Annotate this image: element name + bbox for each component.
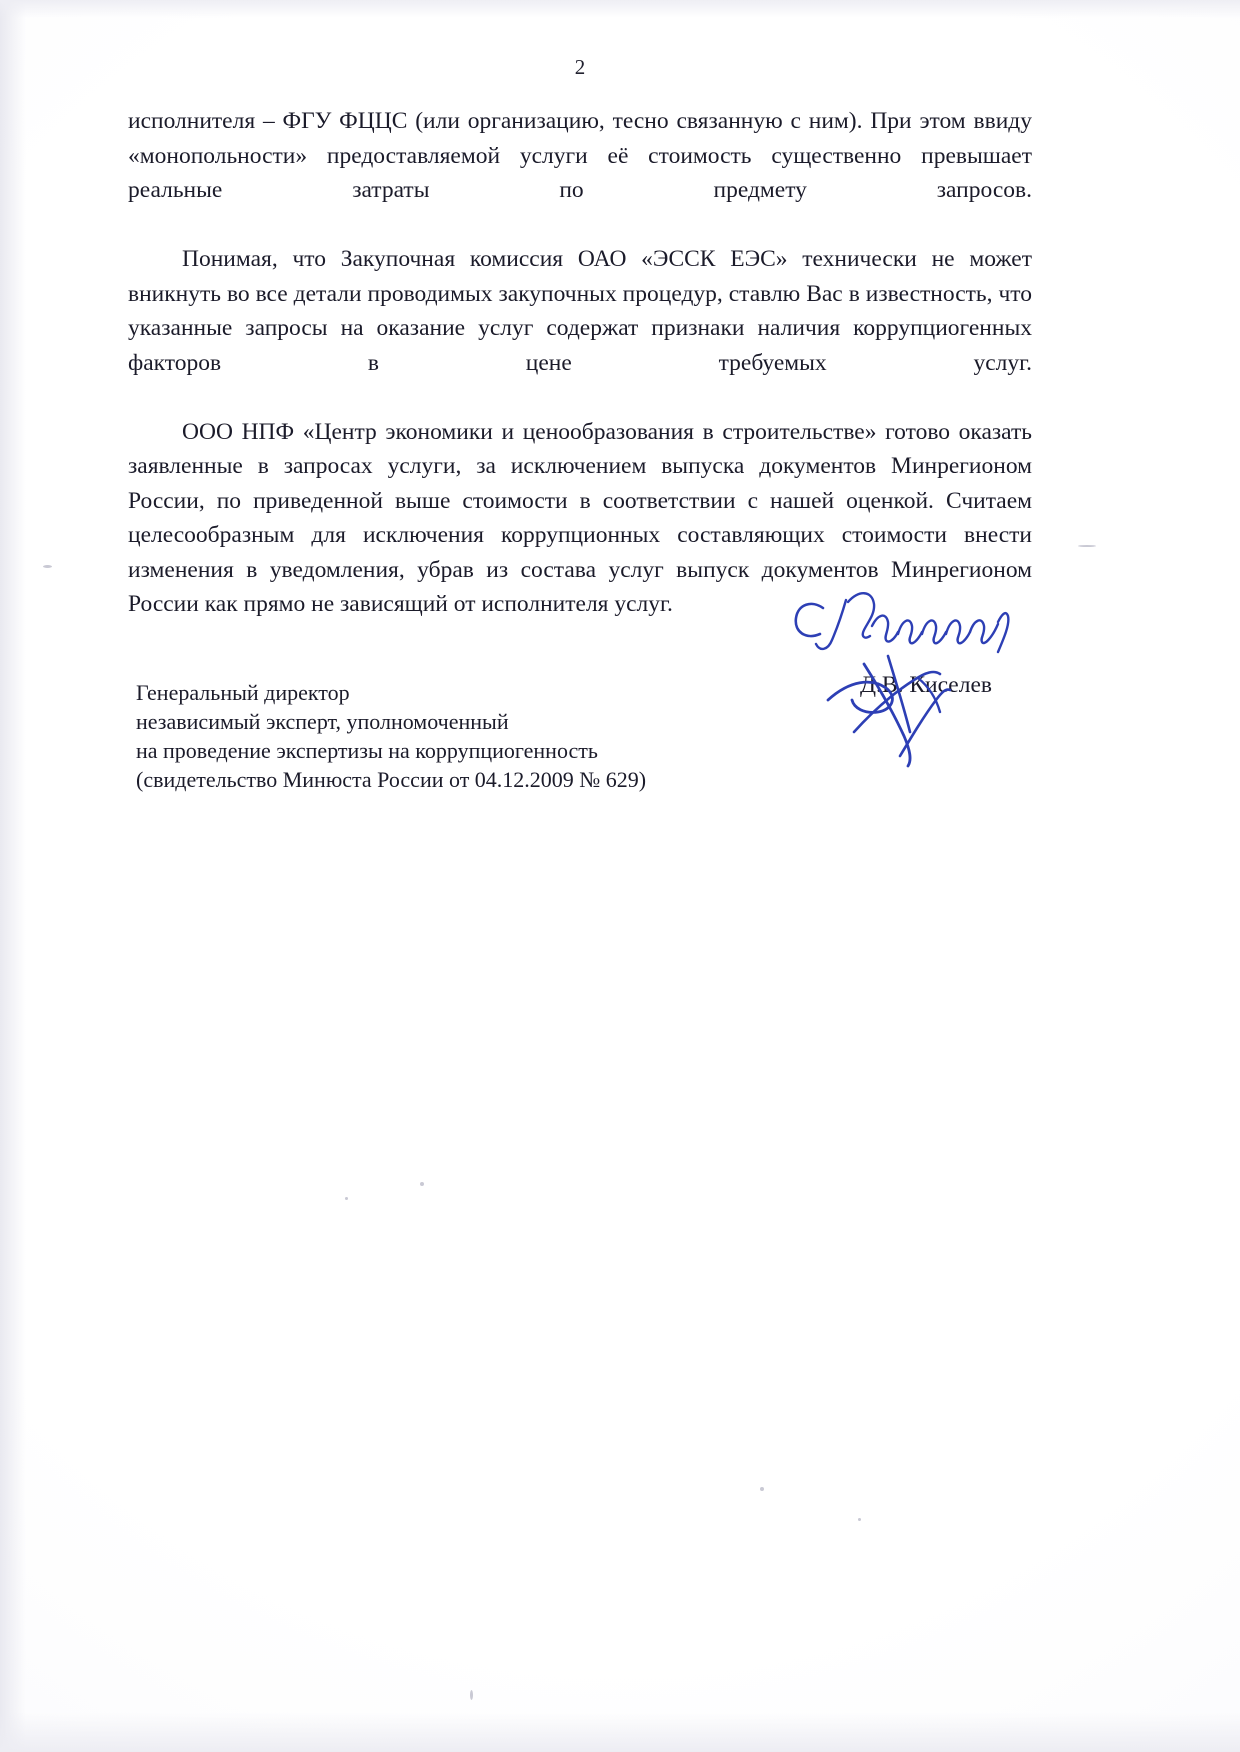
signature-line-role: независимый эксперт, уполномоченный: [136, 709, 509, 734]
scan-edge-shadow-bottom: [0, 1712, 1240, 1752]
scan-speck: [345, 1197, 348, 1200]
scan-speck: [420, 1182, 424, 1186]
page-number: 2: [574, 55, 586, 79]
paragraph-1: исполнителя – ФГУ ФЦЦС (или организацию, тесно связанную с ним). При этом ввиду «монопольности» предоставляемой услуги её стоимость существенно превышает реальные затраты по предмету запросов.: [128, 108, 1032, 203]
signer-name: Д.В. Киселев: [860, 672, 992, 698]
scan-speck: [858, 1518, 861, 1521]
scan-speck: [1078, 545, 1096, 547]
scan-speck: [470, 1690, 473, 1700]
signature-line-title: Генеральный директор: [136, 680, 350, 705]
signature-block: [136, 678, 756, 794]
body-text: [128, 104, 1032, 622]
scan-edge-shadow-left: [0, 0, 26, 1752]
scan-edge-shadow-top: [0, 0, 1240, 18]
signature-line-expertise: на проведение экспертизы на коррупциогенность: [136, 738, 598, 763]
scan-speck: [43, 565, 52, 568]
signature-line-certificate: (свидетельство Минюста России от 04.12.2009 № 629): [136, 767, 647, 792]
paragraph-2: Понимая, что Закупочная комиссия ОАО «ЭССК ЕЭС» технически не может вникнуть во все детали проводимых закупочных процедур, ставлю Вас в известность, что указанные запросы на оказание услуг содержат признаки наличия коррупциогенных факторов в цене требуемых услуг.: [128, 246, 1032, 376]
scan-speck: [760, 1487, 764, 1491]
paragraph-3: ООО НПФ «Центр экономики и ценообразования в строительстве» готово оказать заявленные в запросах услуги, за исключением выпуска документов Минрегионом России, по приведенной выше стоимости в соответствии с нашей оценкой. Считаем целесообразным для исключения коррупционных составляющих стоимости внести изменения в уведомления, убрав из состава услуг выпуск документов Минрегионом России как прямо не зависящий от исполнителя услуг.: [128, 418, 1032, 617]
